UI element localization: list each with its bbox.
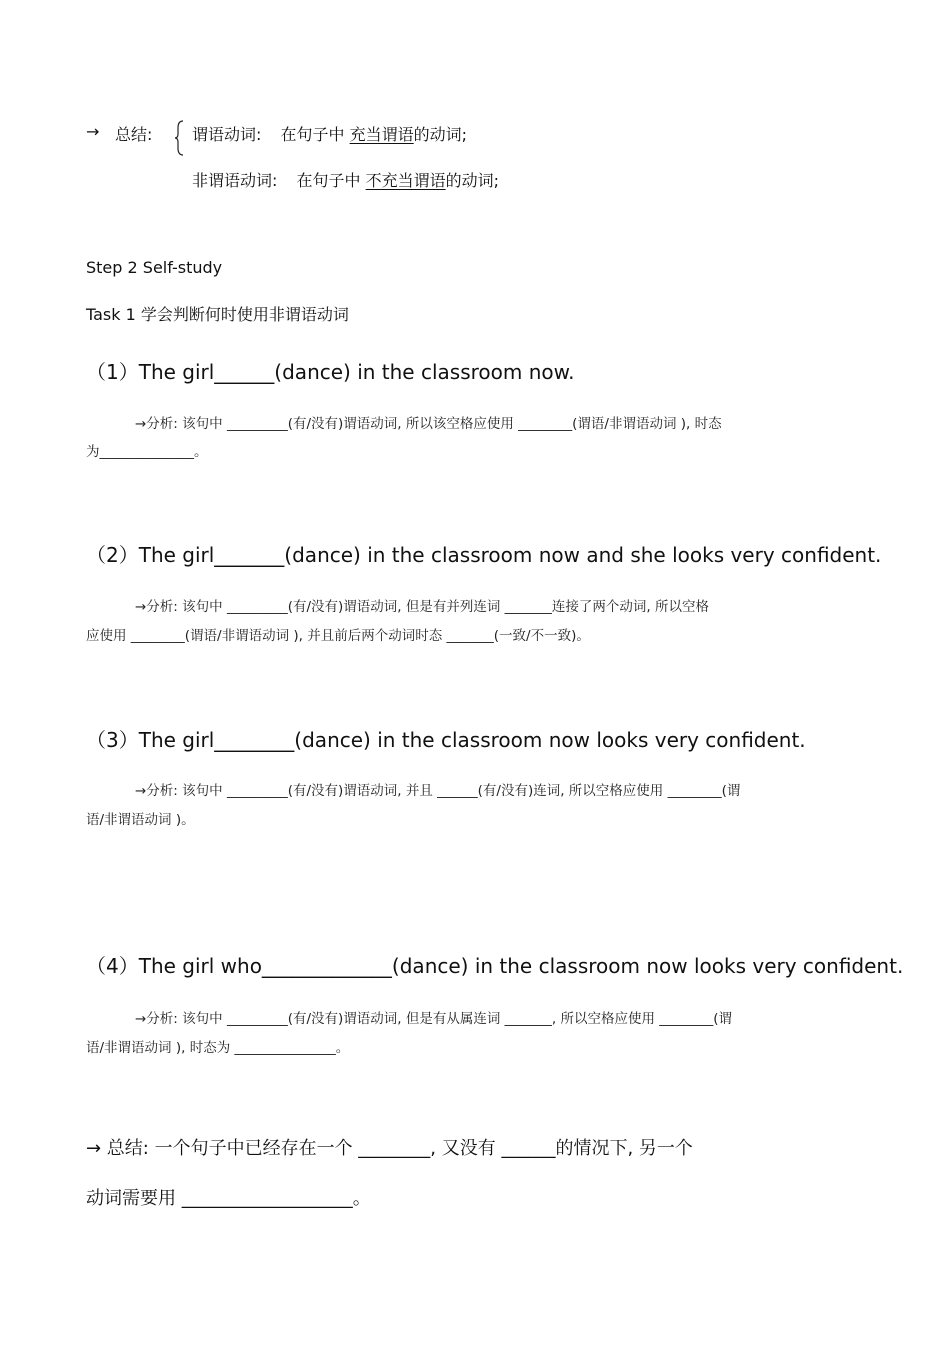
summary-line-1 (192, 122, 467, 145)
analysis-3-line-2: 语/非谓语动词 )。 (86, 812, 195, 828)
summary-line-2 (192, 168, 499, 191)
analysis-2-line-2: 应使用 ________(谓语/非谓语动词 ), 并且前后两个动词时态 _______(一致/不一致)。 (86, 628, 590, 644)
analysis-4-line-2: 语/非谓语动词 ), 时态为 _______________。 (86, 1040, 350, 1056)
task-heading: Task 1 学会判断何时使用非谓语动词 (86, 305, 349, 324)
nonpredicate-term: 非谓语动词: (192, 171, 278, 190)
summary-2-line-1: → 总结: 一个句子中已经存在一个 ________, 又没有 ______的情况下, 另一个 (86, 1138, 693, 1159)
analysis-2-line-1: →分析: 该句中 _________(有/没有)谓语动词, 但是有并列连词 _______连接了两个动词, 所以空格 (135, 599, 709, 615)
analysis-1-line-1: →分析: 该句中 _________(有/没有)谓语动词, 所以该空格应使用 ________(谓语/非谓语动词 ), 时态 (135, 416, 722, 432)
summary-label: 总结: (115, 125, 153, 144)
brace-icon (174, 120, 184, 156)
nonpredicate-tail: 的动词; (445, 171, 500, 190)
summary-2-line-2: 动词需要用 ___________________。 (86, 1188, 371, 1209)
question-1: （1）The girl______(dance) in the classroom now. (86, 360, 575, 384)
predicate-desc: 在句子中 (280, 125, 345, 144)
step-heading: Step 2 Self-study (86, 258, 223, 277)
summary-arrow: → (86, 122, 100, 141)
question-2: （2）The girl_______(dance) in the classroom now and she looks very confident. (86, 543, 882, 567)
predicate-term: 谓语动词: (192, 125, 262, 144)
predicate-key: 充当谓语 (349, 125, 414, 144)
predicate-tail: 的动词; (413, 125, 468, 144)
question-3: （3）The girl________(dance) in the classroom now looks very confident. (86, 728, 806, 752)
nonpredicate-desc: 在句子中 (296, 171, 361, 190)
question-4: （4）The girl who_____________(dance) in the classroom now looks very confident. (86, 954, 904, 978)
analysis-3-line-1: →分析: 该句中 _________(有/没有)谓语动词, 并且 ______(有/没有)连词, 所以空格应使用 ________(谓 (135, 783, 741, 799)
analysis-4-line-1: →分析: 该句中 _________(有/没有)谓语动词, 但是有从属连词 _______, 所以空格应使用 ________(谓 (135, 1011, 733, 1027)
analysis-1-line-2: 为______________。 (86, 444, 208, 460)
nonpredicate-key: 不充当谓语 (365, 171, 446, 190)
